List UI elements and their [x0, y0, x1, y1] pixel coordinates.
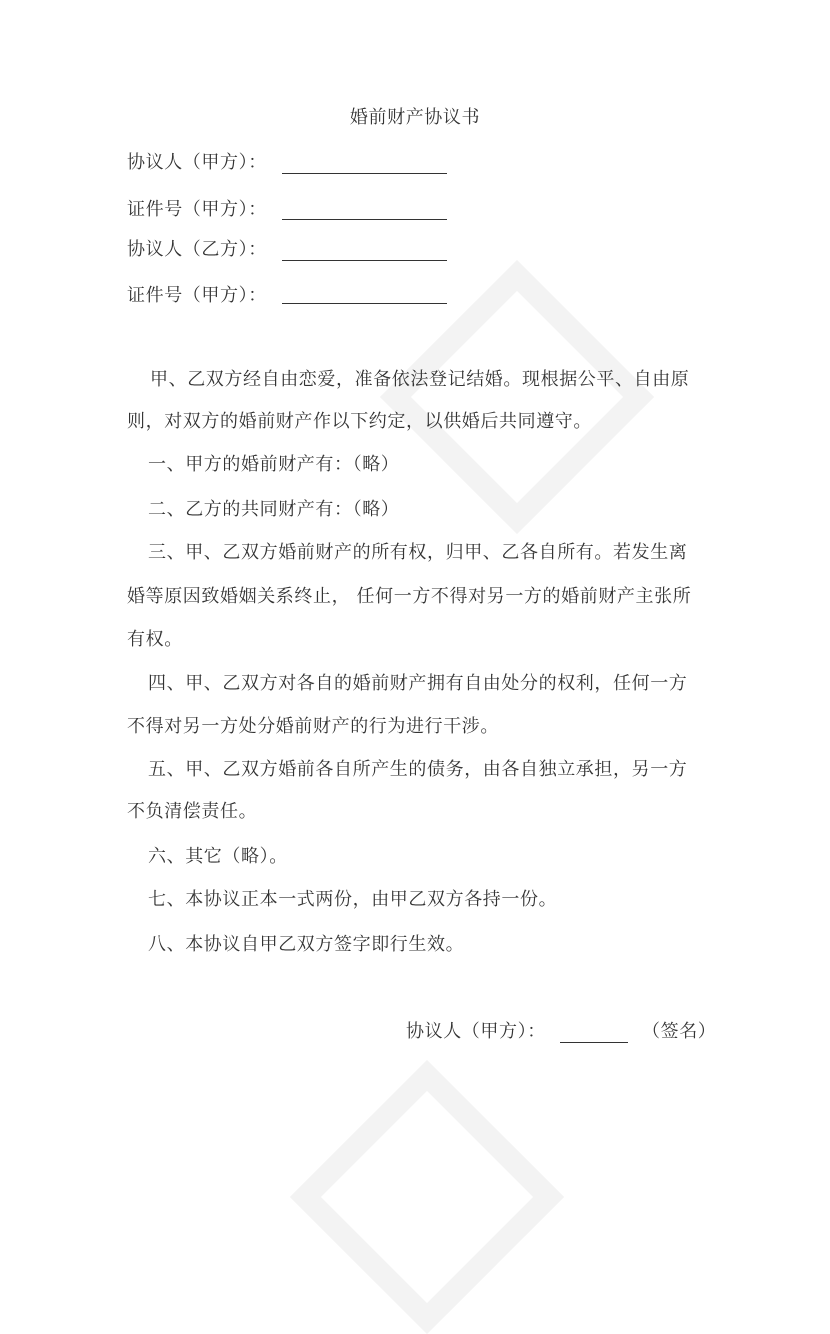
paragraph-line: 不得对另一方处分婚前财产的行为进行干涉。 — [127, 716, 499, 737]
paragraph-line: 甲、乙双方经自由恋爱，准备依法登记结婚。现根据公平、自由原 — [150, 369, 690, 390]
paragraph-line: 一、甲方的婚前财产有：（略） — [148, 454, 400, 475]
paragraph-line: 婚等原因致婚姻关系终止， 任何一方不得对另一方的婚前财产主张所 — [127, 586, 692, 607]
paragraph-line: 四、甲、乙双方对各自的婚前财产拥有自由处分的权利，任何一方 — [148, 673, 688, 694]
paragraph-line: 有权。 — [127, 629, 183, 650]
signature-label: 协议人（甲方）： — [406, 1021, 546, 1042]
fill-in-blank — [282, 173, 447, 174]
signature-blank — [560, 1042, 628, 1043]
fill-in-blank — [282, 260, 447, 261]
field-label: 证件号（甲方）： — [127, 285, 267, 306]
field-label: 协议人（甲方）： — [127, 152, 267, 173]
watermark — [380, 260, 654, 534]
paragraph-line: 三、甲、乙双方婚前财产的所有权，归甲、乙各自所有。若发生离 — [148, 542, 688, 563]
watermark — [290, 1060, 564, 1334]
field-label: 协议人（乙方）： — [127, 239, 267, 260]
paragraph-line: 二、乙方的共同财产有：（略） — [148, 499, 400, 520]
signature-suffix: （签名） — [642, 1021, 717, 1042]
paragraph-line: 八、本协议自甲乙双方签字即行生效。 — [148, 934, 465, 955]
field-label: 证件号（甲方）： — [127, 199, 267, 220]
paragraph-line: 不负清偿责任。 — [127, 801, 258, 822]
paragraph-line: 七、本协议正本一式两份，由甲乙双方各持一份。 — [148, 889, 558, 910]
paragraph-line: 则，对双方的婚前财产作以下约定，以供婚后共同遵守。 — [127, 411, 592, 432]
paragraph-line: 六、其它（略）。 — [148, 846, 288, 867]
fill-in-blank — [282, 219, 447, 220]
document-title: 婚前财产协议书 — [349, 107, 481, 128]
paragraph-line: 五、甲、乙双方婚前各自所产生的债务，由各自独立承担，另一方 — [148, 759, 688, 780]
fill-in-blank — [282, 303, 447, 304]
